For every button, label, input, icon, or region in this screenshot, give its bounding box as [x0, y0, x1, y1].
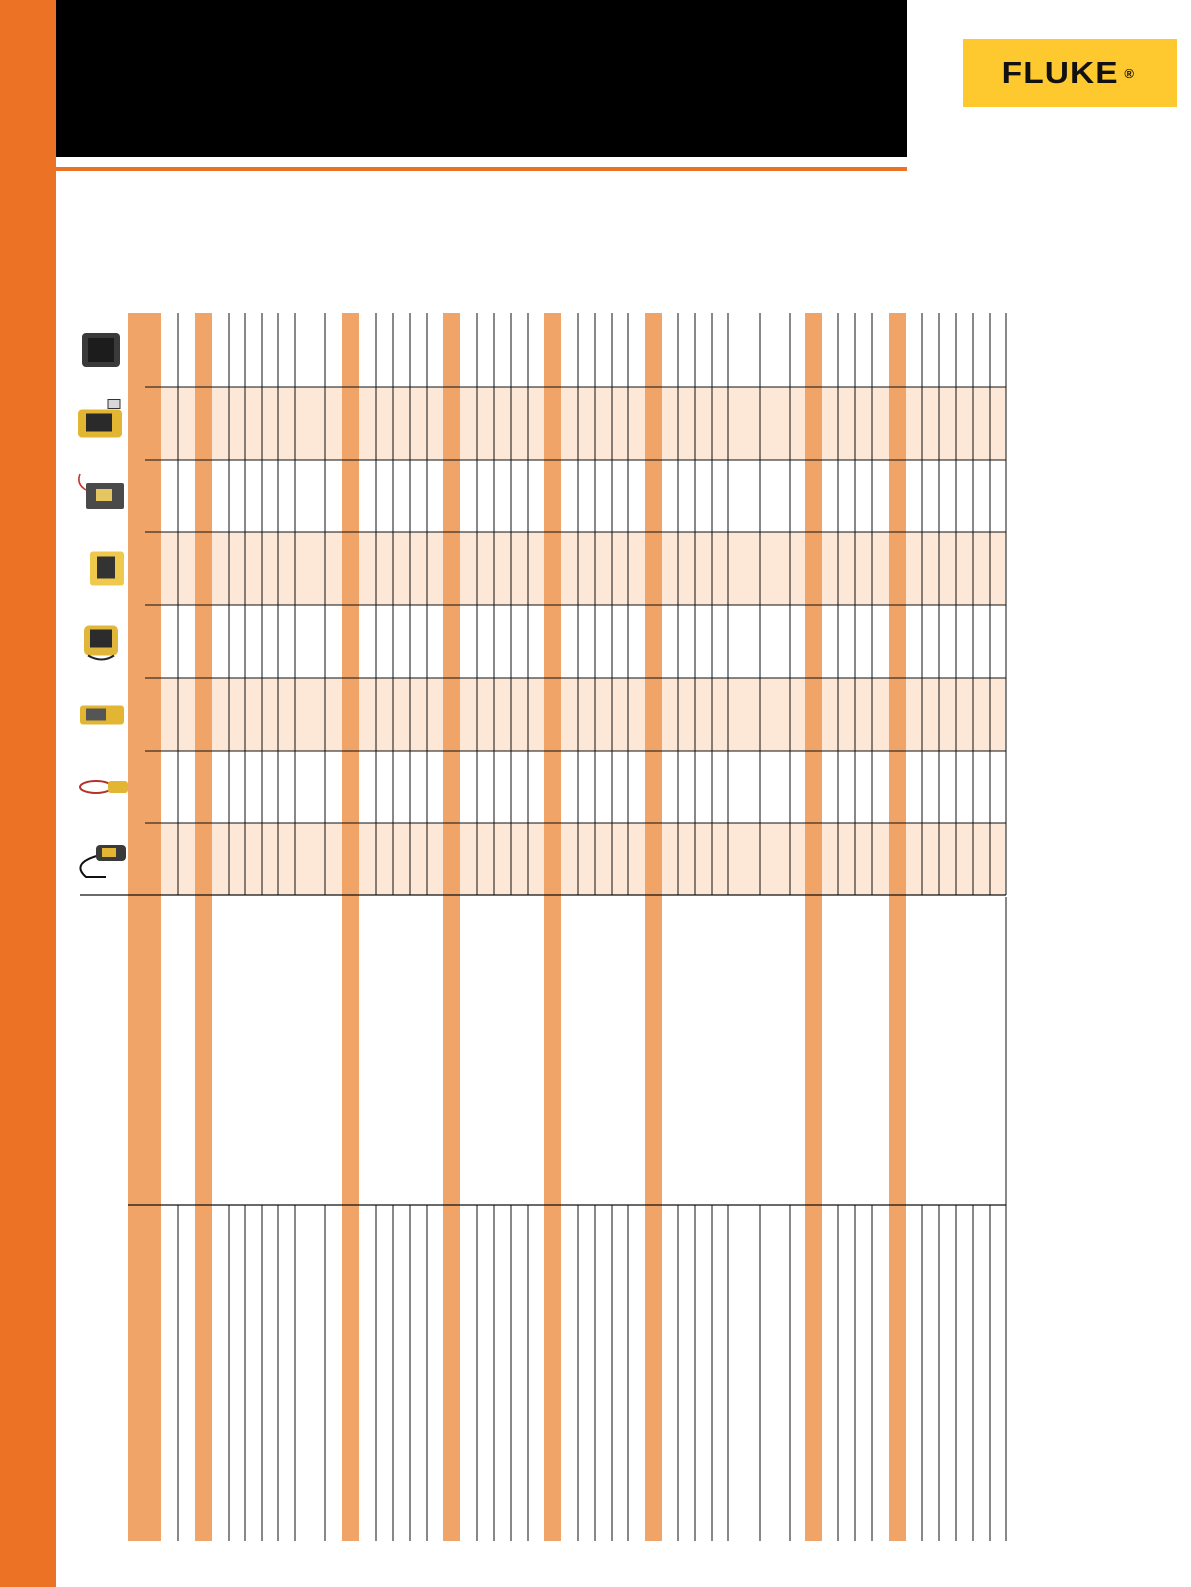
yellow-portable-analyzer-icon	[90, 552, 124, 586]
recorder-with-leads-icon	[79, 474, 124, 509]
orange-column	[544, 313, 561, 1541]
orange-column	[805, 313, 822, 1541]
compact-yellow-logger-icon	[80, 706, 124, 725]
orange-column	[342, 313, 359, 1541]
orange-column	[645, 313, 662, 1541]
logo-wordmark: FLUKE	[1001, 55, 1119, 90]
row-band	[145, 823, 1006, 895]
orange-column	[195, 313, 212, 1541]
black-logger-icon	[82, 333, 120, 367]
plug-in-voltage-logger-icon	[80, 845, 126, 877]
row-band	[145, 387, 1006, 460]
row-rules	[80, 387, 1006, 1205]
orange-column	[889, 313, 906, 1541]
row-band	[145, 532, 1006, 605]
yellow-analyzer-with-probe-icon	[78, 400, 122, 438]
row-bands	[145, 387, 1006, 895]
orange-column	[443, 313, 460, 1541]
row-band	[145, 678, 1006, 751]
registered-mark: ®	[1124, 65, 1134, 81]
column-grid	[128, 313, 1006, 1541]
current-clamp-icon	[80, 781, 128, 793]
handheld-meter-with-strap-icon	[84, 626, 118, 660]
product-icons	[78, 333, 128, 877]
orange-column	[128, 313, 161, 1541]
